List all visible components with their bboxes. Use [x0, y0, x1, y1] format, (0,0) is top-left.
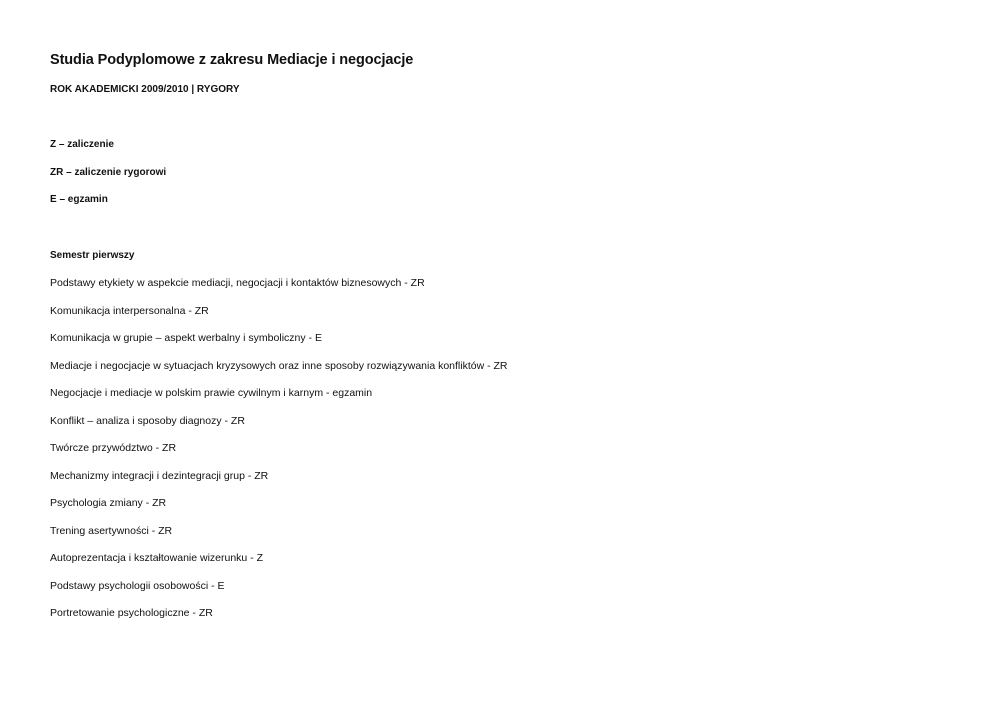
document-page [50, 0, 950, 701]
course-item: Komunikacja w grupie – aspekt werbalny i symboliczny - E [50, 332, 322, 344]
document-title: Studia Podyplomowe z zakresu Mediacje i negocjacje [50, 52, 414, 68]
course-item: Podstawy psychologii osobowości - E [50, 579, 225, 592]
course-item: Mechanizmy integracji i dezintegracji grup - ZR [50, 469, 269, 482]
course-item: Mediacje i negocjacje w sytuacjach kryzysowych oraz inne sposoby rozwiązywania konfliktów - ZR [50, 359, 508, 372]
course-item: Komunikacja interpersonalna - ZR [50, 304, 209, 317]
course-item: Trening asertywności - ZR [50, 524, 173, 537]
course-item: Twórcze przywództwo - ZR [50, 442, 177, 454]
course-item: Psychologia zmiany - ZR [50, 497, 167, 509]
course-item: Negocjacje i mediacje w polskim prawie cywilnym i karnym - egzamin [50, 387, 373, 399]
legend-item-zr: ZR – zaliczenie rygorowi [50, 166, 167, 178]
legend-item-e: E – egzamin [50, 194, 108, 205]
course-item: Portretowanie psychologiczne - ZR [50, 607, 213, 619]
course-item: Autoprezentacja i kształtowanie wizerunku - Z [50, 552, 264, 564]
legend-item-z: Z – zaliczenie [50, 139, 114, 150]
semester-heading: Semestr pierwszy [50, 250, 135, 261]
document-subtitle: ROK AKADEMICKI 2009/2010 | RYGORY [50, 84, 240, 95]
course-item: Konflikt – analiza i sposoby diagnozy - ZR [50, 414, 245, 427]
course-list [50, 277, 508, 635]
grading-legend [50, 139, 166, 222]
course-item: Podstawy etykiety w aspekcie mediacji, negocjacji i kontaktów biznesowych - ZR [50, 277, 425, 289]
